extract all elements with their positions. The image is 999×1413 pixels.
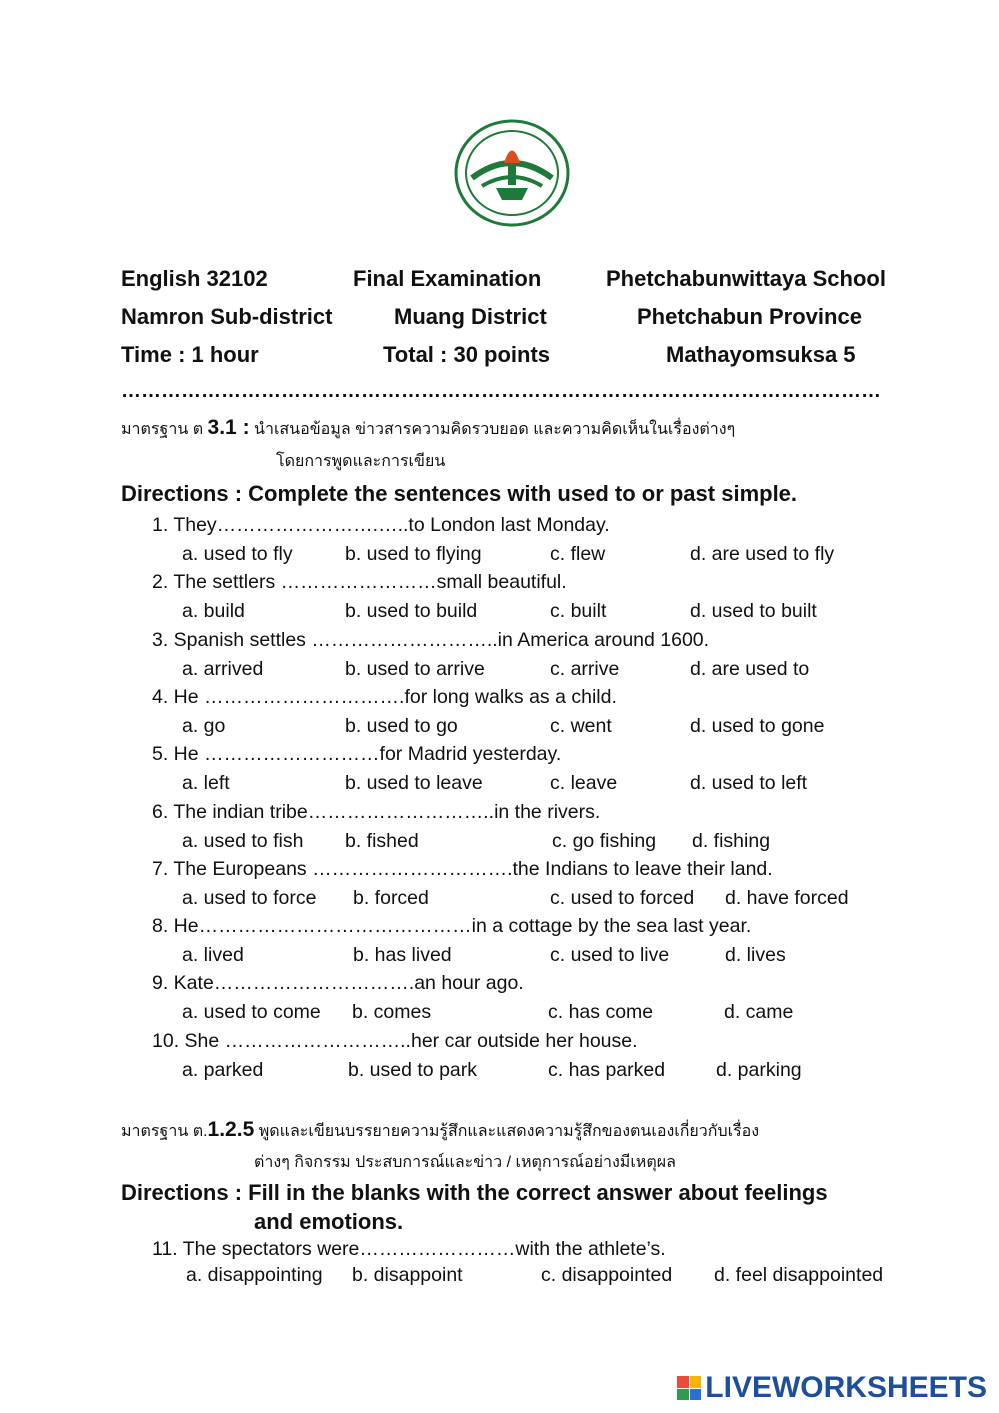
question-8-option-a[interactable]: a. lived xyxy=(182,944,244,966)
question-4-option-d[interactable]: d. used to gone xyxy=(690,715,825,737)
question-4: 4. He ………………………….for long walks as a child. xyxy=(152,686,617,708)
question-2: 2. The settlers ……………………small beautiful. xyxy=(152,571,567,593)
question-4-option-c[interactable]: c. went xyxy=(550,715,612,737)
question-5-option-b[interactable]: b. used to leave xyxy=(345,772,483,794)
directions-2-continued: and emotions. xyxy=(254,1209,404,1234)
question-1-option-b[interactable]: b. used to flying xyxy=(345,543,482,565)
question-3-option-a[interactable]: a. arrived xyxy=(182,658,264,680)
exam-time: Time : 1 hour xyxy=(121,342,259,367)
course-code: English 32102 xyxy=(121,266,268,291)
question-1-option-d[interactable]: d. are used to fly xyxy=(690,543,835,565)
question-5: 5. He ………………………for Madrid yesterday. xyxy=(152,743,562,765)
question-9-option-d[interactable]: d. came xyxy=(724,1001,794,1023)
directions-2: Directions : Fill in the blanks with the correct answer about feelings xyxy=(121,1180,828,1205)
question-9: 9. Kate………………………….an hour ago. xyxy=(152,972,524,994)
question-4-option-b[interactable]: b. used to go xyxy=(345,715,458,737)
exam-title: Final Examination xyxy=(353,266,542,291)
directions-1: Directions : Complete the sentences with used to or past simple. xyxy=(121,481,798,506)
question-10-option-b[interactable]: b. used to park xyxy=(348,1059,477,1081)
question-4-option-a[interactable]: a. go xyxy=(182,715,226,737)
question-7-option-c[interactable]: c. used to forced xyxy=(550,887,695,909)
question-11-option-a[interactable]: a. disappointing xyxy=(186,1264,323,1286)
question-5-option-a[interactable]: a. left xyxy=(182,772,230,794)
question-5-option-d[interactable]: d. used to left xyxy=(690,772,808,794)
question-1-option-c[interactable]: c. flew xyxy=(550,543,606,565)
liveworksheets-logo-text: LIVEWORKSHEETS xyxy=(705,1371,987,1404)
question-7: 7. The Europeans ………………………….the Indians to leave their land. xyxy=(152,858,773,880)
question-3-option-b[interactable]: b. used to arrive xyxy=(345,658,485,680)
question-7-option-d[interactable]: d. have forced xyxy=(725,887,849,909)
grade-level: Mathayomsuksa 5 xyxy=(666,342,856,367)
question-8-option-d[interactable]: d. lives xyxy=(725,944,786,966)
question-9-option-c[interactable]: c. has come xyxy=(548,1001,654,1023)
school-name: Phetchabunwittaya School xyxy=(606,266,886,291)
question-10-option-d[interactable]: d. parking xyxy=(716,1059,802,1081)
question-7-option-a[interactable]: a. used to force xyxy=(182,887,317,909)
question-6-option-a[interactable]: a. used to fish xyxy=(182,830,304,852)
question-6-option-d[interactable]: d. fishing xyxy=(692,830,771,852)
question-10-option-c[interactable]: c. has parked xyxy=(548,1059,666,1081)
district: Muang District xyxy=(394,304,547,329)
question-10-option-a[interactable]: a. parked xyxy=(182,1059,264,1081)
question-1: 1. They…………………….…..to London last Monday. xyxy=(152,514,610,536)
question-2-option-d[interactable]: d. used to built xyxy=(690,600,817,622)
total-points: Total : 30 points xyxy=(383,342,551,367)
question-3-option-d[interactable]: d. are used to xyxy=(690,658,810,680)
question-2-option-c[interactable]: c. built xyxy=(550,600,607,622)
question-5-option-c[interactable]: c. leave xyxy=(550,772,618,794)
question-11-option-d[interactable]: d. feel disappointed xyxy=(714,1264,884,1286)
divider-line: …………………………………………………………………………………………………… xyxy=(121,380,881,402)
school-logo xyxy=(452,118,572,228)
question-6-option-b[interactable]: b. fished xyxy=(345,830,419,852)
standard-2: มาตรฐาน ต.1.2.5 พูดและเขียนบรรยายความรู้สึกและแสดงความรู้สึกของตนเองเกี่ยวกับเรื่อง xyxy=(121,1118,760,1141)
question-11-option-c[interactable]: c. disappointed xyxy=(541,1264,673,1286)
question-11-option-b[interactable]: b. disappoint xyxy=(352,1264,463,1286)
question-8-option-b[interactable]: b. has lived xyxy=(353,944,452,966)
liveworksheets-brand xyxy=(677,1371,987,1405)
subdistrict: Namron Sub-district xyxy=(121,304,333,329)
question-6: 6. The indian tribe………………………..in the rivers. xyxy=(152,801,601,823)
question-3: 3. Spanish settles ………………………..in America around 1600. xyxy=(152,629,710,651)
question-10: 10. She ………………………..her car outside her house. xyxy=(152,1030,638,1052)
standard-2-continued: ต่างๆ กิจกรรม ประสบการณ์และข่าว / เหตุการณ์อย่างมีเหตุผล xyxy=(254,1154,676,1171)
question-9-option-b[interactable]: b. comes xyxy=(352,1001,432,1023)
question-6-option-c[interactable]: c. go fishing xyxy=(552,830,657,852)
question-3-option-c[interactable]: c. arrive xyxy=(550,658,620,680)
question-8: 8. He……………………………………in a cottage by the sea last year. xyxy=(152,915,752,937)
question-8-option-c[interactable]: c. used to live xyxy=(550,944,670,966)
liveworksheets-icon xyxy=(677,1376,701,1400)
question-2-option-a[interactable]: a. build xyxy=(182,600,245,622)
question-7-option-b[interactable]: b. forced xyxy=(353,887,429,909)
province: Phetchabun Province xyxy=(637,304,862,329)
standard-1-continued: โดยการพูดและการเขียน xyxy=(276,453,446,470)
question-9-option-a[interactable]: a. used to come xyxy=(182,1001,321,1023)
question-11: 11. The spectators were……………………with the athlete’s. xyxy=(152,1238,666,1260)
standard-1: มาตรฐาน ต 3.1 : นำเสนอข้อมูล ข่าวสารความคิดรวบยอด และความคิดเห็นในเรื่องต่างๆ xyxy=(121,416,736,439)
question-2-option-b[interactable]: b. used to build xyxy=(345,600,478,622)
question-1-option-a[interactable]: a. used to fly xyxy=(182,543,293,565)
